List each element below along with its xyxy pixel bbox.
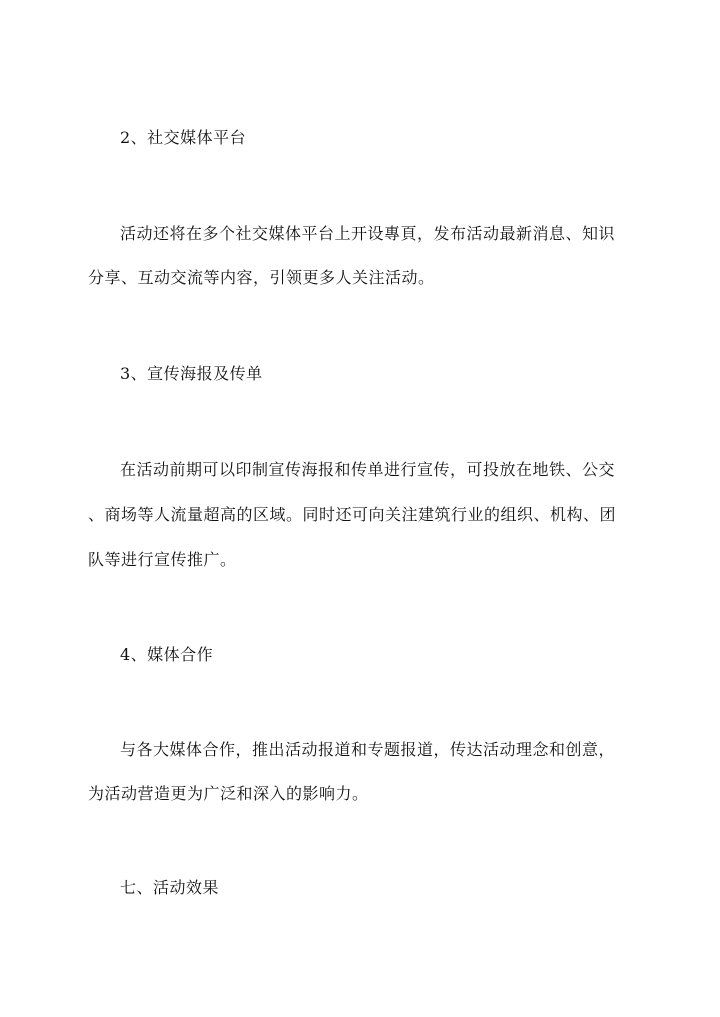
paragraph-line: 分享、互动交流等内容，引领更多人关注活动。 — [88, 268, 435, 287]
paragraph-line: 活动还将在多个社交媒体平台上开设專頁，发布活动最新消息、知识 — [120, 224, 616, 243]
paragraph-line: 队等进行宣传推广。 — [88, 550, 237, 569]
section-heading-media-cooperation: 4、媒体合作 — [120, 645, 214, 664]
section-heading-posters-flyers: 3、宣传海报及传单 — [120, 364, 263, 383]
section-heading-social-media: 2、社交媒体平台 — [120, 128, 247, 147]
paragraph-line: 为活动营造更为广泛和深入的影响力。 — [88, 784, 369, 803]
paragraph-line: 、商场等人流量超高的区域。同时还可向关注建筑行业的组织、机构、团 — [88, 505, 617, 524]
section-heading-activity-effect: 七、活动效果 — [120, 878, 220, 897]
paragraph-line: 在活动前期可以印制宣传海报和传单进行宣传，可投放在地铁、公交 — [120, 460, 616, 479]
paragraph-line: 与各大媒体合作，推出活动报道和专题报道，传达活动理念和创意， — [120, 740, 616, 759]
